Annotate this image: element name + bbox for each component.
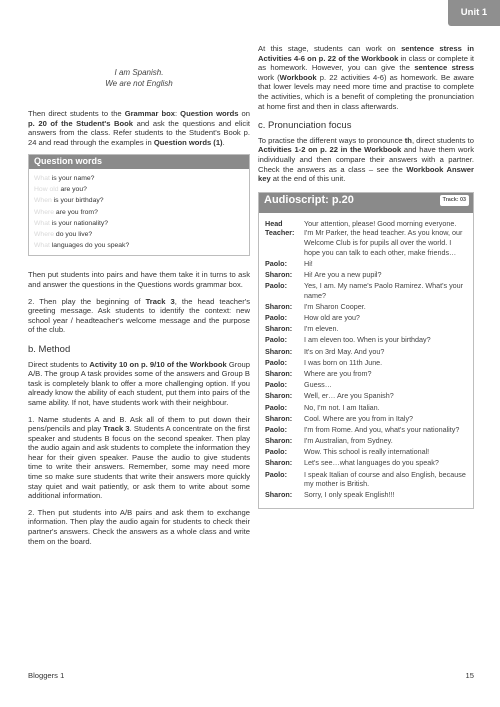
question-rest: is your nationality?	[49, 219, 109, 227]
dialogue-line	[265, 270, 467, 280]
grammar-box-title: Question words	[29, 155, 249, 169]
paragraph	[28, 297, 250, 335]
section-heading: b. Method	[28, 343, 71, 355]
speaker-text: I'm eleven.	[304, 324, 339, 334]
speaker-text: I'm Sharon Cooper.	[304, 301, 366, 311]
text-run: Direct students to	[28, 359, 90, 369]
speaker-name: Paolo:	[265, 424, 287, 434]
right-column	[258, 44, 474, 509]
speaker-text: I'm from Rome. And you, what's your nationality?	[304, 424, 460, 434]
speaker-text: Sorry, I only speak English!!!	[304, 490, 395, 500]
speaker-text: I speak Italian of course and also English, because my mother is British.	[304, 469, 466, 489]
speaker-text: How old are you?	[304, 313, 360, 323]
example-sentences	[28, 67, 250, 89]
speaker-name: Sharon:	[265, 324, 293, 334]
dialogue-line	[265, 219, 467, 257]
grammar-box-list	[29, 169, 249, 255]
bold-text: Question words	[180, 109, 239, 118]
paragraph	[28, 508, 250, 546]
speaker-text: Wow. This school is really international!	[304, 447, 430, 457]
text-run: , the head teacher's greeting message. Ask students to identify the context: new school year / headteacher's welcome message and the purpose of the club.	[28, 296, 250, 335]
text-run: 1. Name students A and B. Ask all of them to put down their pens/pencils and play	[28, 414, 250, 434]
text-run: in class or complete it as homework. However, you can give the	[258, 53, 474, 73]
dialogue-line	[265, 259, 467, 269]
dialogue-line	[265, 380, 467, 390]
paragraph	[258, 44, 474, 111]
speaker-name: Paolo:	[265, 469, 287, 479]
speaker-name: Paolo:	[265, 335, 287, 345]
question-word: How old	[34, 186, 59, 194]
bold-text: Question words (1)	[153, 137, 223, 147]
speaker-name: Sharon:	[265, 269, 293, 279]
text-run: p. 22 activities 4-6) as homework. Be aware that lower levels may need more time and practise to complete the activities, which is a benefit of completing the pronunciation at home first and then in class afterwards.	[258, 72, 474, 111]
speaker-name: Head Teacher:	[265, 218, 295, 238]
question-word: What	[34, 242, 50, 250]
dialogue-line	[265, 369, 467, 379]
speaker-text: No, I'm not. I am Italian.	[304, 402, 380, 412]
dialogue-line	[265, 436, 467, 446]
speaker-text: Hi!	[304, 258, 313, 268]
question-rest: are you?	[58, 186, 87, 194]
text-run: and have them work individually and then compare their answers with a partner. Check the answers as a class – see the	[258, 145, 474, 174]
dialogue-line	[265, 302, 467, 312]
dialogue-line	[265, 458, 467, 468]
question-rest: languages do you speak?	[49, 242, 130, 250]
speaker-text: Guess…	[304, 380, 332, 390]
speaker-name: Paolo:	[265, 447, 287, 457]
bold-text: th	[404, 135, 412, 145]
speaker-text: Cool. Where are you from in Italy?	[304, 413, 414, 423]
speaker-text: Well, er… Are you Spanish?	[304, 391, 394, 401]
speaker-text: I'm Australian, from Sydney.	[304, 436, 393, 446]
question-rest: is your name?	[49, 174, 95, 182]
dialogue-line	[265, 281, 467, 300]
speaker-name: Sharon:	[265, 301, 293, 311]
speaker-name: Sharon:	[265, 490, 293, 500]
speaker-name: Paolo:	[265, 313, 287, 323]
speaker-text: I was born on 11th June.	[304, 357, 383, 367]
text-run: at the end of this unit.	[270, 174, 346, 184]
section-heading: c. Pronunciation focus	[258, 120, 352, 132]
paragraph	[28, 415, 250, 501]
text-run: At this stage, students can work on	[258, 44, 402, 53]
speaker-name: Sharon:	[265, 458, 293, 468]
grammar-item	[34, 240, 244, 251]
speaker-name: Paolo:	[265, 402, 287, 412]
speaker-name: Sharon:	[265, 346, 293, 356]
grammar-item	[34, 218, 244, 229]
grammar-item	[34, 184, 244, 195]
question-rest: do you live?	[54, 230, 93, 238]
speaker-name: Paolo:	[265, 281, 287, 291]
left-column	[28, 50, 250, 553]
question-rest: is your birthday?	[51, 197, 104, 205]
text-run: .	[222, 137, 225, 147]
speaker-text: I am eleven too. When is your birthday?	[304, 335, 431, 345]
bold-text: Track 3	[103, 424, 130, 434]
bold-text: sentence stress in Activities 4-6 on p. 22 of the Workbook	[258, 44, 474, 63]
grammar-item	[34, 207, 244, 218]
speaker-name: Sharon:	[265, 413, 293, 423]
text-run: :	[175, 109, 181, 118]
dialogue-line	[265, 391, 467, 401]
bold-text: sentence stress	[414, 63, 474, 73]
example-line: I am Spanish.	[114, 68, 164, 77]
footer-book-title: Bloggers 1	[28, 671, 65, 681]
speaker-text: Where are you from?	[304, 368, 372, 378]
dialogue-line	[265, 447, 467, 457]
speaker-name: Paolo:	[265, 380, 287, 390]
grammar-box	[28, 154, 250, 256]
dialogue	[259, 213, 473, 508]
question-word: What	[34, 219, 50, 227]
dialogue-line	[265, 414, 467, 424]
dialogue-line	[265, 425, 467, 435]
question-rest: are you from?	[54, 208, 98, 216]
grammar-item	[34, 195, 244, 206]
grammar-item	[34, 229, 244, 240]
dialogue-line	[265, 313, 467, 323]
speaker-name: Paolo:	[265, 357, 287, 367]
example-line: We are not English	[105, 79, 173, 88]
question-word: Where	[34, 230, 55, 238]
speaker-text: Your attention, please! Good morning everyone. I'm Mr Parker, the head teacher. As you know, our Welcome Club is for pupils all over the world. I hope you can talk to each other, make friends…	[304, 218, 463, 257]
bold-text: p. 20 of the Student's Book	[28, 118, 134, 128]
audioscript-title	[259, 193, 473, 213]
dialogue-line	[265, 335, 467, 345]
paragraph	[28, 360, 250, 408]
text-run: on	[238, 109, 250, 118]
question-word: What	[34, 174, 50, 182]
speaker-name: Sharon:	[265, 436, 293, 446]
text-run: and ask the questions and elicit answers from the class. Refer students to the Student's Book p. 24 and read through the examples in	[28, 118, 251, 147]
text-run: Then put students into pairs and have them take it in turns to ask and answer the questions in the Questions words grammar box.	[28, 270, 250, 289]
dialogue-line	[265, 347, 467, 357]
bold-text: Track 3	[145, 296, 175, 306]
dialogue-line	[265, 470, 467, 489]
bold-text: Activity 10 on p. 9/10 of the Workbook	[89, 359, 227, 369]
bold-text: Activities 1-2 on p. 22 in the Workbook	[258, 145, 402, 155]
dialogue-line	[265, 358, 467, 368]
bold-text: Workbook	[279, 72, 317, 82]
speaker-name: Sharon:	[265, 368, 293, 378]
dialogue-line	[265, 324, 467, 334]
page-number: 15	[465, 671, 474, 681]
bold-text: Grammar box	[124, 109, 175, 118]
grammar-item	[34, 173, 244, 184]
question-word: Where	[34, 208, 55, 216]
text-run: . Students A concentrate on the first speaker and students B focus on the second speaker. Then play the audio again and ask students to complete the information they hear for their given speaker. Pause the audio to give students time to write their answers. Remember, some may need more time so make sure students that write their answers more quickly stay quiet and wait patiently, or ask them to write about some additional information.	[28, 424, 250, 501]
text-run: Then direct students to the	[28, 109, 125, 118]
text-run: , direct students to	[411, 135, 474, 145]
text-run: To practise the different ways to pronounce	[258, 135, 405, 145]
speaker-text: Yes, I am. My name's Paolo Ramirez. What's your name?	[304, 281, 464, 300]
track-badge: Track: 03	[440, 195, 469, 207]
speaker-name: Sharon:	[265, 391, 293, 401]
audioscript-title-text: Audioscript: p.20	[264, 193, 354, 206]
paragraph	[28, 109, 250, 147]
paragraph	[28, 270, 250, 289]
text-run: work (	[258, 72, 280, 82]
text-run: 2. Then put students into A/B pairs and ask them to exchange information. Then play the audio again for students to check their partner's answers. Check the answers as a whole class and write them on the board.	[28, 507, 250, 546]
audioscript-box	[258, 192, 474, 509]
dialogue-line	[265, 403, 467, 413]
dialogue-line	[265, 490, 467, 500]
speaker-text: Let's see…what languages do you speak?	[304, 458, 439, 468]
text-run: 2. Then play the beginning of	[28, 296, 146, 306]
speaker-name: Paolo:	[265, 258, 287, 268]
unit-tab: Unit 1	[448, 0, 500, 26]
bold-text: Workbook Answer key	[258, 164, 474, 184]
speaker-text: Hi! Are you a new pupil?	[304, 269, 382, 279]
text-run: Group A/B. The group A task provides some of the answers and Group B task is completely blank to offer a more challenging option. If you already know the ability of each student, put them into pairs of the same ability. If not, have students work with their neighbour.	[28, 359, 251, 407]
question-word: When	[34, 197, 52, 205]
speaker-text: It's on 3rd May. And you?	[304, 346, 385, 356]
paragraph	[258, 136, 474, 184]
